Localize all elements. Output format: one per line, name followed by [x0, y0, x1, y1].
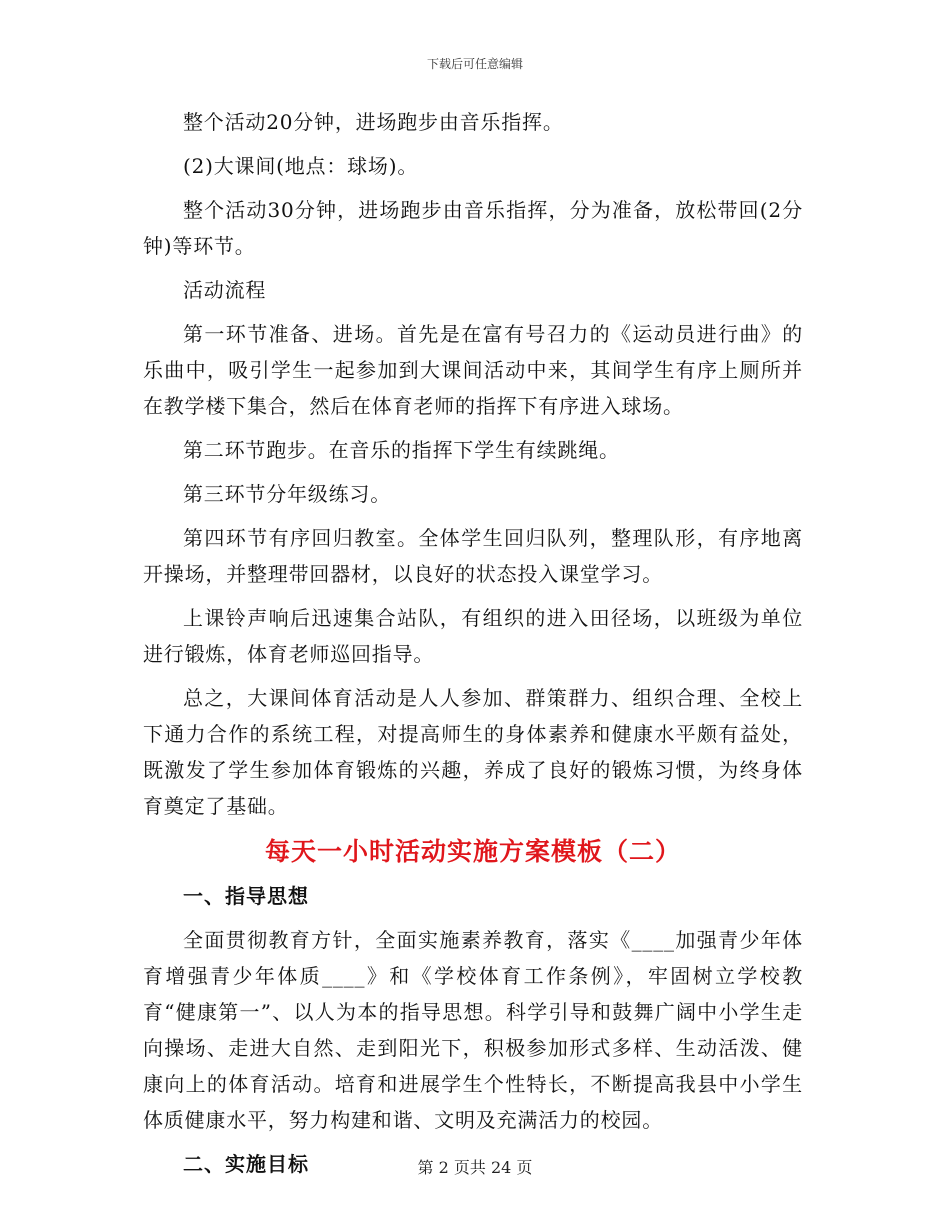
- section-heading: 一、指导思想: [183, 884, 309, 908]
- paragraph: 总之，大课间体育活动是人人参加、群策群力、组织合理、全校上下通力合作的系统工程，对提高师生的身体素养和健康水平颇有益处，既激发了学生参加体育锻炼的兴趣，养成了良好的锻炼习惯，为终身体育奠定了基础。: [143, 686, 803, 818]
- paragraph: 第三环节分年级练习。: [183, 482, 391, 506]
- paragraph: 整个活动20分钟，进场跑步由音乐指挥。: [183, 110, 564, 134]
- paragraph: 第四环节有序回归教室。全体学生回归队列，整理队形，有序地离开操场，并整理带回器材，以良好的状态投入课堂学习。: [143, 526, 803, 586]
- document-body: [143, 104, 803, 1190]
- paragraph: 第一环节准备、进场。首先是在富有号召力的《运动员进行曲》的乐曲中，吸引学生一起参加到大课间活动中来，其间学生有序上厕所并在教学楼下集合，然后在体育老师的指挥下有序进入球场。: [143, 322, 803, 418]
- paragraph: 全面贯彻教育方针，全面实施素养教育，落实《____加强青少年体育增强青少年体质____》和《学校体育工作条例》，牢固树立学校教育“健康第一”、以人为本的指导思想。科学引导和鼓舞广阔中小学生走向操场、走进大自然、走到阳光下，积极参加形式多样、生动活泼、健康向上的体育活动。培育和进展学生个性特长，不断提高我县中小学生体质健康水平，努力构建和谐、文明及充满活力的校园。: [143, 928, 803, 1132]
- section-label: 活动流程: [183, 278, 267, 302]
- section-heading: 二、实施目标: [183, 1152, 309, 1176]
- paragraph: 上课铃声响后迅速集合站队，有组织的进入田径场，以班级为单位进行锻炼，体育老师巡回指导。: [143, 606, 803, 666]
- paragraph: 第二环节跑步。在音乐的指挥下学生有续跳绳。: [183, 438, 620, 462]
- page-header-note: 下载后可任意编辑: [426, 57, 523, 71]
- document-title: 每天一小时活动实施方案模板（二）: [264, 837, 681, 866]
- paragraph: 整个活动30分钟，进场跑步由音乐指挥，分为准备，放松带回(2分钟)等环节。: [143, 198, 803, 258]
- page-number: 第 2 页共 24 页: [417, 1158, 533, 1177]
- paragraph: (2)大课间(地点：球场)。: [183, 154, 419, 178]
